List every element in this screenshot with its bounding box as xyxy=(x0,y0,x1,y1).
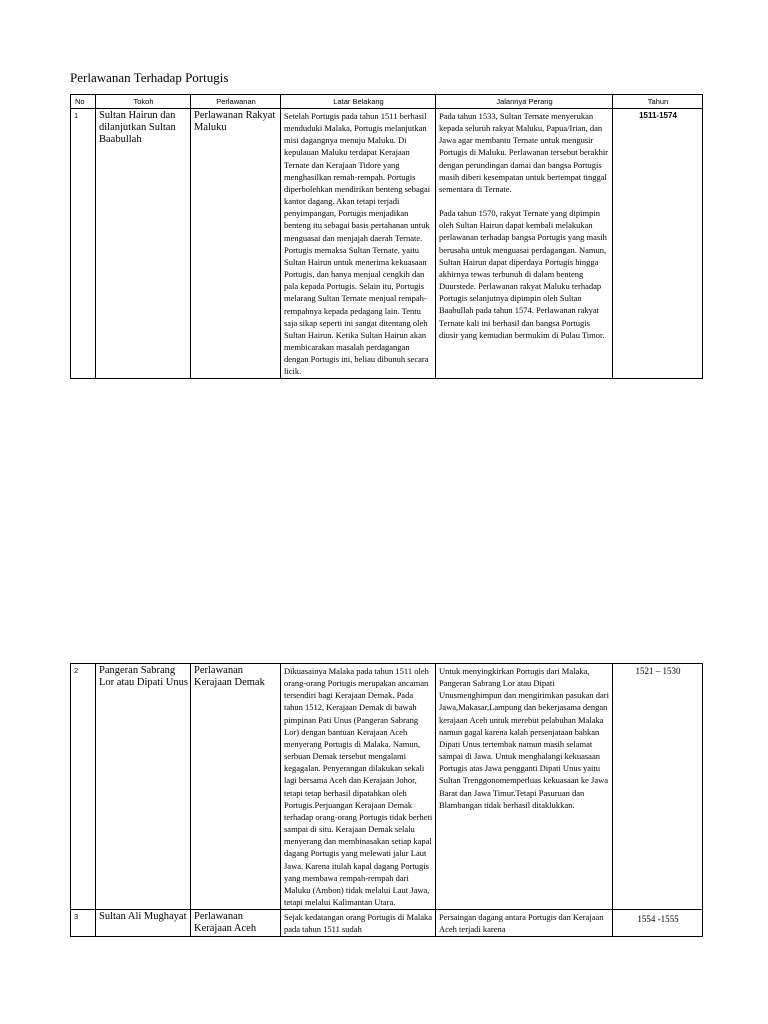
perlawanan-cell: Perlawanan Rakyat Maluku xyxy=(191,109,281,379)
table-row xyxy=(71,664,703,910)
row-number: 3 xyxy=(71,910,96,937)
perlawanan-cell: Perlawanan Kerajaan Demak xyxy=(191,664,281,910)
header-tahun: Tahun xyxy=(613,95,703,109)
tahun-cell: 1521 – 1530 xyxy=(613,664,703,910)
perlawanan-cell: Perlawanan Kerajaan Aceh xyxy=(191,910,281,937)
tokoh-cell: Sultan Hairun dan dilanjutkan Sultan Baabullah xyxy=(96,109,191,379)
jalannya-perang-cell xyxy=(436,109,613,379)
jalannya-perang-cell: Untuk menyingkirkan Portugis dari Malaka, Pangeran Sabrang Lor atau Dipati Unusmenghimpun dan mengirimkan pasukan dari Jawa,Makasar,Lampung dan bekerjasama dengan kerajaan Aceh untuk merebut pelabuhan Malaka namun gagal karena kalah persenjataan bahkan Dipati Unus tertembak namun masih selamat sampai di Jawa. Untuk menghalangi kekuasaan Portugis atas Jawa pengganti Dipati Unus yaitu Sultan Trenggonomemperluas kekuasaan ke Jawa Barat dan Jawa Timur.Tetapi Pasuruan dan Blambangan tidak berhasil ditaklukkan. xyxy=(436,664,613,910)
row-number: 2 xyxy=(71,664,96,910)
latar-belakang-cell: Setelah Portugis pada tahun 1511 berhasil menduduki Malaka, Portugis melanjutkan misi dagangnya menuju Maluku. Di kepulauan Maluku terdapat Kerajaan Ternate dan Kerajaan Tidore yang menghasilkan remah-rempah. Portugis diperbolehkan mendirikan benteng sebagai kantor dagang. Akan tetapi terjadi penyimpangan, Portugis menjadikan benteng itu sebagai basis pertahanan untuk menguasai dan menjajah daerah Ternate. Portugis memaksa Sultan Ternate, yaitu Sultan Hairun untuk menerima kekuasaan Portugis, dan hanya menjual cengkih dan pala kepada Portugis. Selain itu, Portugis melarang Sultan Ternate menjual rempah-rempahnya kepada pedagang lain. Tentu saja sikap seperti ini sangat ditentang oleh Sultan Hairun. Ketika Sultan Hairun akan membicarakan masalah perdagangan dengan Portugis ini, beliau dibunuh secara licik. xyxy=(281,109,436,379)
jalannya-paragraph-2: Pada tahun 1570, rakyat Ternate yang dipimpin oleh Sultan Hairun dapat kembali melakukan perlawanan terhadap bangsa Portugis yang masih berusaha untuk menguasai perdagangan. Namun, Sultan Hairun dapat diperdaya Portugis hingga akhirnya tewas terbunuh di dalam benteng Duurstede. Perlawanan rakyat Maluku terhadap Portugis selanjutnya dipimpin oleh Sultan Baabullah pada tahun 1574. Perlawanan rakyat Ternate kali ini berhasil dan bangsa Portugis diusir yang kemudian bermukim di Pulau Timor. xyxy=(439,208,607,340)
jalannya-paragraph-1: Pada tahun 1533, Sultan Ternate menyerukan kepada seluruh rakyat Maluku, Papua/Irian, dan Jawa agar membantu Ternate untuk mengusir Portugis di Maluku. Perlawanan tersebut berakhir dengan perundingan damai dan bangsa Portugis masih diberi kesempatan untuk bertempat tinggal sementara di Ternate. xyxy=(439,111,609,194)
tahun-cell: 1554 -1555 xyxy=(613,910,703,937)
header-latar-belakang: Latar Belakang xyxy=(281,95,436,109)
tokoh-cell: Sultan Ali Mughayat xyxy=(96,910,191,937)
table-header-row xyxy=(71,95,703,109)
latar-belakang-cell: Dikuasainya Malaka pada tahun 1511 oleh orang-orang Portugis merupakan ancaman tersendiri bagi Kerajaan Demak. Pada tahun 1512, Kerajaan Demak di bawah pimpinan Pati Unus (Pangeran Sabrang Lor) dengan bantuan Kerajaan Aceh menyerang Portugis di Malaka. Namun, serbuan Demak tersebut mengalami kegagalan. Penyerangan dilakukan sekali lagi bersama Aceh dan Kerajaan Johor, tetapi tetap berhasil dipatahkan oleh Portugis.Perjuangan Kerajaan Demak terhadap orang-orang Portugis tidak berheti sampai di situ. Kerajaan Demak selalu menyerang dan membinasakan setiap kapal dagang Portugis yang melewati jalur Laut Jawa. Karena itulah kapal dagang Portugis yang membawa rempah-rempah dari Maluku (Ambon) tidak melalui Laut Jawa, tetapi melalui Kalimantan Utara. xyxy=(281,664,436,910)
row-number: 1 xyxy=(71,109,96,379)
tahun-cell: 1511-1574 xyxy=(613,109,703,379)
resistance-table-part-1 xyxy=(70,94,703,379)
table-row xyxy=(71,910,703,937)
tokoh-cell: Pangeran Sabrang Lor atau Dipati Unus xyxy=(96,664,191,910)
header-no: No xyxy=(71,95,96,109)
jalannya-perang-cell: Persaingan dagang antara Portugis dan Kerajaan Aceh terjadi karena xyxy=(436,910,613,937)
header-tokoh: Tokoh xyxy=(96,95,191,109)
latar-belakang-cell: Sejak kedatangan orang Portugis di Malaka pada tahun 1511 sudah xyxy=(281,910,436,937)
table-row xyxy=(71,109,703,379)
resistance-table-part-2 xyxy=(70,663,703,937)
header-jalannya-perang: Jalannya Perang xyxy=(436,95,613,109)
document-title: Perlawanan Terhadap Portugis xyxy=(70,70,229,85)
header-perlawanan: Perlawanan xyxy=(191,95,281,109)
